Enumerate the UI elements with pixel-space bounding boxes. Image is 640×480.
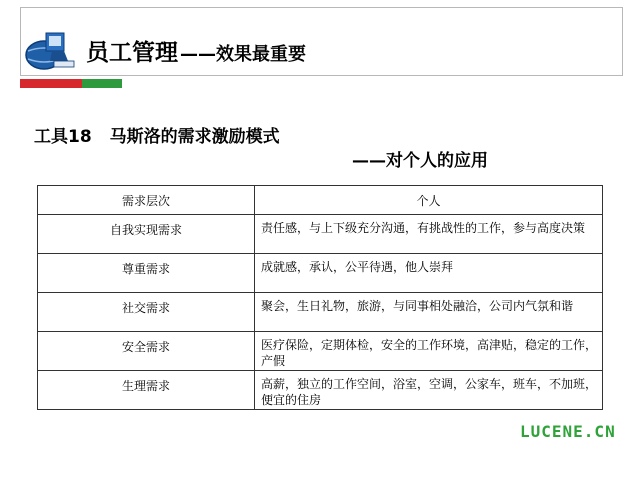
accent-bar-green — [82, 79, 122, 88]
tool-number: 工具18 — [34, 127, 92, 147]
need-detail-cell: 医疗保险，定期体检，安全的工作环境，高津贴，稳定的工作，产假 — [255, 332, 603, 371]
need-level-cell: 自我实现需求 — [38, 215, 255, 254]
table-row — [38, 332, 603, 371]
tool-title — [34, 122, 280, 147]
table-header-row — [38, 186, 603, 215]
need-level-cell: 社交需求 — [38, 293, 255, 332]
tool-name: 马斯洛的需求激励模式 — [109, 127, 280, 147]
watermark-logo: LUCENE.CN — [520, 422, 616, 441]
globe-logo-icon — [24, 31, 76, 71]
header-title-main: 员工管理 — [86, 40, 178, 66]
need-level-cell: 安全需求 — [38, 332, 255, 371]
need-detail-cell: 责任感，与上下级充分沟通，有挑战性的工作，参与高度决策 — [255, 215, 603, 254]
needs-table — [37, 185, 603, 410]
header-title-sub: ——效果最重要 — [180, 44, 306, 65]
accent-bar-red — [20, 79, 82, 88]
column-header-level: 需求层次 — [38, 186, 255, 215]
need-level-cell: 生理需求 — [38, 371, 255, 410]
table-row — [38, 371, 603, 410]
table-row — [38, 215, 603, 254]
column-header-individual: 个人 — [255, 186, 603, 215]
table-row — [38, 293, 603, 332]
need-level-cell: 尊重需求 — [38, 254, 255, 293]
table-row — [38, 254, 603, 293]
need-detail-cell: 聚会，生日礼物，旅游，与同事相处融洽，公司内气氛和谐 — [255, 293, 603, 332]
header-title — [86, 34, 306, 67]
tool-subtitle: ——对个人的应用 — [352, 151, 488, 171]
need-detail-cell: 高薪，独立的工作空间，浴室，空调，公家车，班车，不加班，便宜的住房 — [255, 371, 603, 410]
need-detail-cell: 成就感，承认，公平待遇，他人崇拜 — [255, 254, 603, 293]
